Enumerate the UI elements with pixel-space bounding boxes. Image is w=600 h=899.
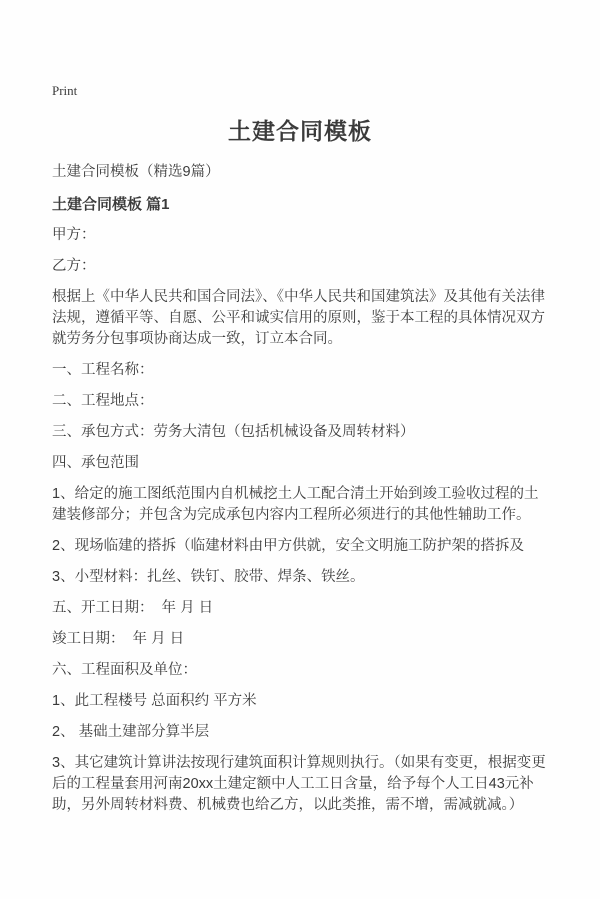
clause-4-contract-scope: 四、承包范围: [52, 455, 139, 471]
area-item-2: 2、 基础土建部分算半层: [52, 724, 210, 740]
scope-item-3: 3、小型材料：扎丝、铁钉、胶带、焊条、铁丝。: [52, 569, 365, 585]
clause-1-project-name: 一、工程名称：: [52, 362, 154, 378]
scope-item-2: 2、现场临建的搭拆（临建材料由甲方供就，安全文明施工防护架的搭拆及: [52, 538, 525, 554]
party-b-line: 乙方：: [52, 258, 96, 274]
clause-5-start-date: 五、开工日期： 年 月 日: [52, 600, 214, 616]
article-heading: 土建合同模板 篇1: [52, 196, 170, 213]
scope-item-1: 1、给定的施工图纸范围内自机械挖土人工配合清土开始到竣工验收过程的土建装修部分；并包含为完成承包内容内工程所必须进行的其他性辅助工作。: [52, 486, 539, 523]
print-link[interactable]: Print: [52, 83, 78, 98]
document-title: 土建合同模板: [228, 118, 372, 144]
area-item-3: 3、其它建筑计算讲法按现行建筑面积计算规则执行。（如果有变更，根据变更后的工程量套用河南20xx土建定额中人工工日含量，给予每个人工日43元补助，另外周转材料费、机械费也给乙方，以此类推，需不增，需减就减。）: [52, 755, 546, 813]
completion-date-line: 竣工日期： 年 月 日: [52, 631, 185, 647]
clause-3-contract-mode: 三、承包方式：劳务大清包（包括机械设备及周转材料）: [52, 424, 415, 440]
preamble-paragraph: 根据上《中华人民共和国合同法》、《中华人民共和国建筑法》及其他有关法律法规，遵循平等、自愿、公平和诚实信用的原则，鉴于本工程的具体情况双方就劳务分包事项协商达成一致，订立本合同。: [52, 289, 545, 347]
party-a-line: 甲方：: [52, 227, 96, 243]
document-subtitle: 土建合同模板（精选9篇）: [52, 164, 220, 180]
area-item-1: 1、此工程楼号 总面积约 平方米: [52, 693, 257, 709]
clause-2-project-location: 二、工程地点：: [52, 393, 154, 409]
clause-6-area-units: 六、工程面积及单位：: [52, 662, 197, 678]
